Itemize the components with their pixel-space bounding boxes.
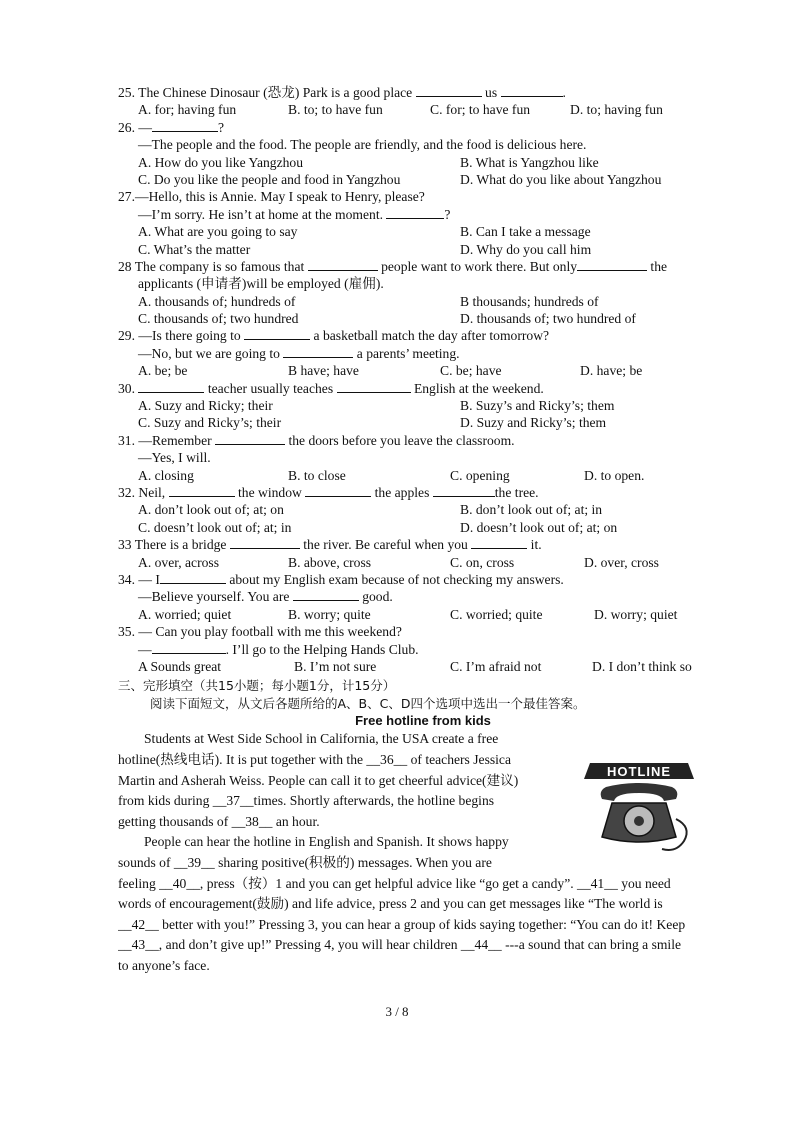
passage-line: __43__, and don’t give up!” Pressing 4, you will hear children __44__ ---a sound that can bring a smile — [118, 937, 682, 953]
reply-35: — . I’ll go to the Helping Hands Club. — [138, 641, 419, 657]
option-d: D. over, cross — [584, 554, 659, 570]
option-a: A. don’t look out of; at; on — [138, 502, 284, 518]
option-c: C. I’m afraid not — [450, 658, 542, 674]
option-c: C. Suzy and Ricky’s; their — [138, 415, 282, 431]
passage-paragraph-1 — [118, 729, 554, 873]
reply-26: —The people and the food. The people are friendly, and the food is delicious here. — [138, 137, 587, 153]
question-27: 27.—Hello, this is Annie. May I speak to Henry, please? — [118, 189, 425, 205]
options-25 — [118, 101, 728, 118]
question-34: 34. — I about my English exam because of not checking my answers. — [118, 571, 564, 587]
options-35 — [118, 658, 728, 675]
options-26-cd — [118, 171, 728, 188]
question-28: 28 The company is so famous that people want to work there. But only the — [118, 258, 668, 274]
option-d: D. thousands of; two hundred of — [460, 311, 636, 327]
question-33: 33 There is a bridge the river. Be careful when you it. — [118, 537, 542, 553]
option-c: C. What’s the matter — [138, 241, 251, 257]
options-28-cd — [118, 310, 728, 327]
passage-line: feeling __40__, press（按）1 and you can get helpful advice like “go get a candy”. __41__ you need — [118, 875, 671, 891]
option-b: B. to close — [288, 467, 346, 483]
option-c: C. thousands of; two hundred — [138, 311, 299, 327]
passage-line: Students at West Side School in California, the USA create a free — [144, 731, 499, 747]
option-c: C. on, cross — [450, 554, 515, 570]
option-a: A. worried; quiet — [138, 606, 232, 622]
question-35: 35. — Can you play football with me this weekend? — [118, 624, 402, 640]
options-28-ab — [118, 293, 728, 310]
options-32-ab — [118, 501, 728, 518]
options-26-ab — [118, 154, 728, 171]
option-c: C. Do you like the people and food in Yangzhou — [138, 171, 401, 187]
passage — [118, 729, 728, 976]
passage-line: People can hear the hotline in English and Spanish. It shows happy — [144, 834, 509, 850]
options-27-cd — [118, 241, 728, 258]
options-31 — [118, 467, 728, 484]
options-33 — [118, 554, 728, 571]
question-26: 26. — ? — [118, 119, 225, 135]
handset-icon — [601, 783, 678, 801]
section-instruction: 阅读下面短文，从文后各题所给的A、B、C、D四个选项中选出一个最佳答案。 — [150, 695, 586, 711]
passage-title: Free hotline from kids — [355, 713, 491, 729]
option-d: D. Why do you call him — [460, 241, 592, 257]
option-a: A. over, across — [138, 554, 219, 570]
option-a: A. How do you like Yangzhou — [138, 154, 304, 170]
reply-34: —Believe yourself. You are good. — [138, 589, 393, 605]
option-d: D. doesn’t look out of; at; on — [460, 519, 618, 535]
option-b: B. to; to have fun — [288, 102, 383, 118]
option-b: B. Can I take a message — [460, 224, 591, 240]
option-a: A. for; having fun — [138, 102, 237, 118]
question-28-cont: applicants (申请者)will be employed (雇佣). — [138, 276, 384, 292]
passage-line: from kids during __37__times. Shortly afterwards, the hotline begins — [118, 793, 495, 809]
option-b: B. above, cross — [288, 554, 372, 570]
option-b: B. What is Yangzhou like — [460, 154, 599, 170]
option-d: D. have; be — [580, 363, 643, 379]
options-29 — [118, 362, 728, 379]
section-heading: 三、完形填空（共15小题；每小题1分，计15分） — [118, 678, 396, 694]
reply-31: —Yes, I will. — [138, 450, 211, 466]
option-a: A. thousands of; hundreds of — [138, 293, 296, 309]
option-a: A Sounds great — [138, 658, 222, 674]
option-c: C. opening — [450, 467, 510, 483]
question-25: 25. The Chinese Dinosaur (恐龙) Park is a good place us . — [118, 85, 566, 100]
page-number: 3 / 8 — [385, 1004, 409, 1019]
option-b: B. don’t look out of; at; in — [460, 502, 603, 518]
option-a: A. What are you going to say — [138, 224, 298, 240]
question-31: 31. —Remember the doors before you leave the classroom. — [118, 432, 515, 448]
exam-page — [118, 84, 728, 977]
option-a: A. closing — [138, 467, 194, 483]
option-b: B thousands; hundreds of — [460, 293, 599, 309]
reply-29: —No, but we are going to a parents’ meeting. — [138, 345, 460, 361]
option-a: A. be; be — [138, 363, 188, 379]
hotline-banner-label: HOTLINE — [606, 764, 672, 780]
option-b: B. worry; quite — [288, 606, 371, 622]
options-27-ab — [118, 223, 728, 240]
passage-paragraph-2 — [118, 874, 728, 977]
option-c: C. be; have — [440, 363, 502, 379]
option-b: B have; have — [288, 363, 359, 379]
question-32: 32. Neil, the window the apples the tree. — [118, 484, 539, 500]
options-32-cd — [118, 519, 728, 536]
question-29: 29. —Is there going to a basketball match the day after tomorrow? — [118, 328, 550, 344]
passage-line: sounds of __39__ sharing positive(积极的) messages. When you are — [118, 855, 492, 871]
passage-line: __42__ better with you!” Pressing 3, you can hear a group of kids saying together: “You can do it! Keep — [118, 916, 686, 932]
passage-line: hotline(热线电话). It is put together with the __36__ of teachers Jessica — [118, 752, 511, 768]
option-b: B. I’m not sure — [294, 658, 377, 674]
option-d: D. worry; quiet — [594, 606, 678, 622]
option-d: D. to; having fun — [570, 102, 663, 118]
passage-line: words of encouragement(鼓励) and life advice, press 2 and you can get messages like “The world is — [118, 896, 663, 912]
option-c: C. worried; quite — [450, 606, 543, 622]
options-30-cd — [118, 414, 728, 431]
options-34 — [118, 606, 728, 623]
option-d: D. to open. — [584, 467, 645, 483]
option-d: D. I don’t think so — [592, 658, 692, 674]
option-a: A. Suzy and Ricky; their — [138, 398, 273, 414]
passage-line: to anyone’s face. — [118, 957, 210, 973]
passage-line: getting thousands of __38__ an hour. — [118, 813, 320, 829]
passage-line: Martin and Asherah Weiss. People can call it to get cheerful advice(建议) — [118, 772, 519, 788]
option-d: D. What do you like about Yangzhou — [460, 171, 662, 187]
options-30-ab — [118, 397, 728, 414]
question-30: 30. teacher usually teaches English at the weekend. — [118, 380, 544, 396]
hotline-phone-illustration — [576, 757, 702, 857]
option-d: D. Suzy and Ricky’s; them — [460, 415, 607, 431]
option-c: C. for; to have fun — [430, 102, 531, 118]
option-b: B. Suzy’s and Ricky’s; them — [460, 398, 615, 414]
reply-27: —I’m sorry. He isn’t at home at the moment. ? — [138, 206, 451, 222]
option-c: C. doesn’t look out of; at; in — [138, 519, 292, 535]
